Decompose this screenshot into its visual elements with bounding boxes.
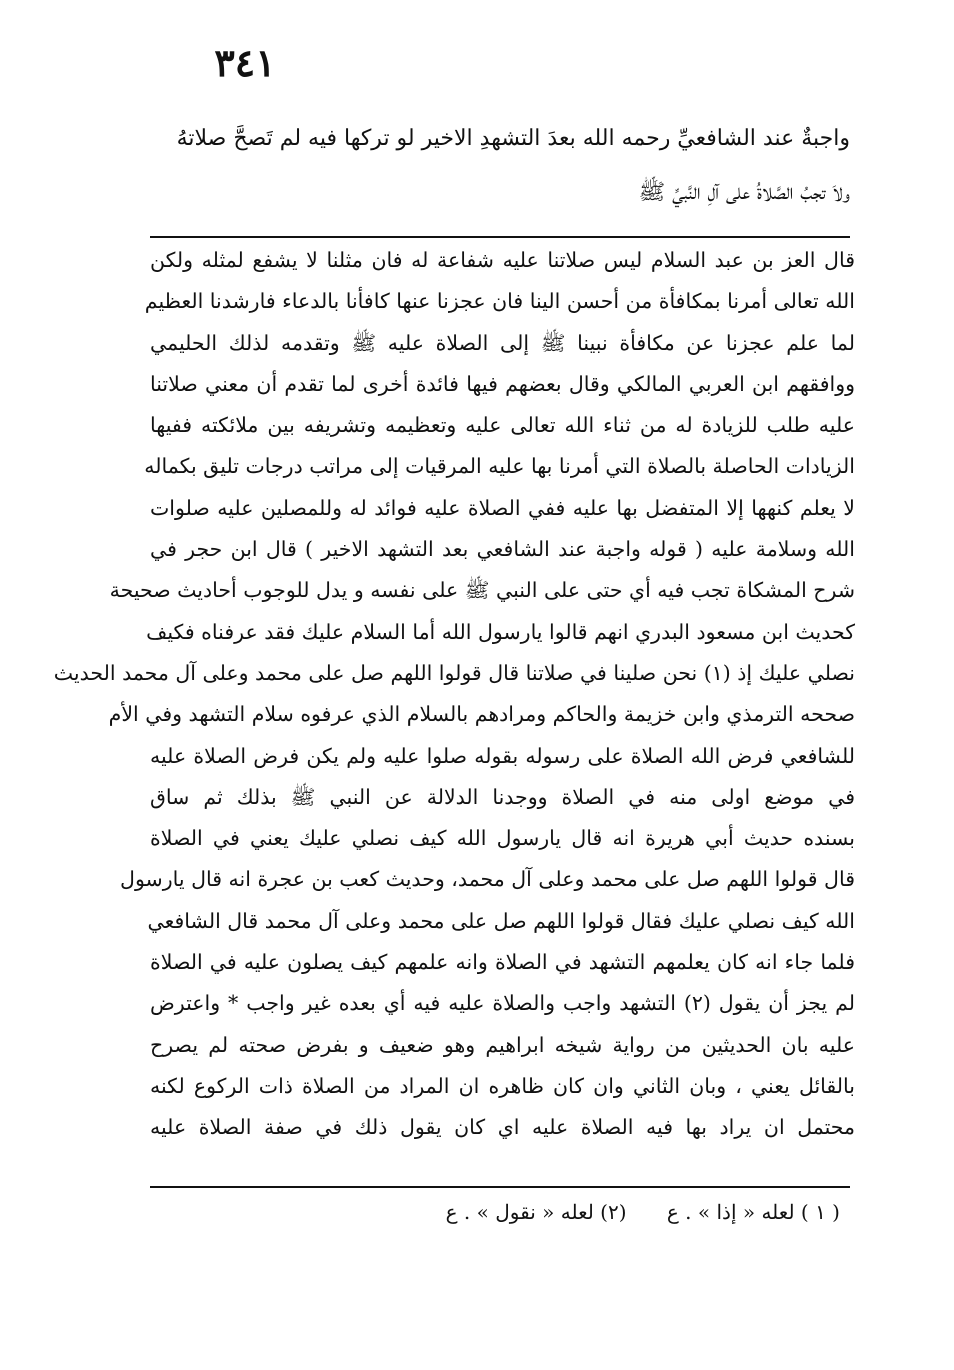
commentary-line: عليه بان الحديثين من رواية شيخه ابراهيم وهو ضعيف و بفرض صحته لم يصرح bbox=[150, 1032, 855, 1057]
commentary-line: لا يعلم كنهها إلا المتفضل بها عليه ففي الصلاة عليه فوائد له وللمصلين عليه صلوات bbox=[150, 495, 855, 520]
page-number: ٣٤١ bbox=[214, 40, 276, 85]
commentary-line: عليه طلب للزيادة له من ثناء الله تعالى عليه وتعظيمه وتشريفه بين ملائكته ففيها bbox=[150, 413, 855, 438]
commentary-line: بسنده حديث أبي هريرة انه قال يارسول الله كيف نصلي عليك يعني في الصلاة bbox=[150, 826, 855, 851]
commentary-text bbox=[53, 240, 855, 1149]
commentary-line: في موضع اولى منه في الصلاة ووجدنا الدلالة عن النبي ﷺ بذلك ثم ساق bbox=[150, 784, 855, 809]
commentary-line: نصلي عليك إذ (١) نحن صلينا في صلاتنا قال قولوا اللهم صل على محمد وعلى آل محمد الحديث bbox=[53, 660, 855, 685]
commentary-line: صححه الترمذي وابن خزيمة والحاكم ومرادهم بالسلام الذي عرفوه سلام التشهد وفي الأم bbox=[108, 702, 855, 727]
commentary-line: ووافقهم ابن العربي المالكي وقال بعضهم فيها فائدة أخرى لما تقدم أن معني صلاتنا bbox=[150, 371, 855, 396]
main-text-line: ولاَ تجبُ الصَّلاةُ على آلِ النَّبيِّ ﷺ bbox=[638, 180, 850, 205]
commentary-line: كحديث ابن مسعود البدري انهم قالوا يارسول الله أما السلام عليك فقد عرفناه فكيف bbox=[146, 619, 855, 644]
commentary-line: قال قولوا اللهم صل على محمد وعلى آل محمد، وحديث كعب بن عجرة انه قال يارسول bbox=[120, 867, 855, 892]
commentary-line: الله وسلامة عليه ( قوله واجبة عند الشافعي بعد التشهد الاخير ) قال ابن حجر في bbox=[150, 537, 855, 562]
footnote-separator bbox=[150, 1186, 850, 1188]
footnote-1: ( ١ ) لعله « إذا » . ع bbox=[666, 1200, 840, 1224]
main-text bbox=[150, 112, 850, 220]
commentary-line: قال العز بن عبد السلام ليس صلاتنا عليه شفاعة له فان مثلنا لا يشفع لمثله ولكن bbox=[150, 248, 855, 272]
commentary-line: لم يجز أن يقول (٢) التشهد واجب والصلاة عليه فيه أي بعده غير واجب * واعترض bbox=[150, 991, 855, 1016]
commentary-line: الله كيف نصلي عليك فقال قولوا اللهم صل على محمد وعلى آل محمد قال الشافعي bbox=[147, 908, 855, 933]
commentary-line: محتمل ان يراد بها فيه الصلاة عليه اي كان يقول ذلك في صفة الصلاة عليه bbox=[150, 1115, 855, 1140]
commentary-line: الله تعالى أمرنا بمكافأة من أحسن الينا فان عجزنا عنها كافأنا بالدعاء فارشدنا العظيم bbox=[144, 289, 855, 314]
commentary-line: شرح المشكاة تجب فيه أي حتى على النبي ﷺ على نفسه و يدل للوجوب أحاديث صحيحة bbox=[109, 578, 855, 603]
commentary-line: للشافعي فرض الله الصلاة على رسوله بقوله صلوا عليه ولم يكن فرض الصلاة عليه bbox=[150, 743, 855, 768]
footnote-2: (٢) لعله « نقول » . ع bbox=[445, 1200, 627, 1224]
footnotes bbox=[150, 1194, 840, 1230]
commentary-line: بالقائل يعني ، وبان الثاني وان كان ظاهره ان المراد من الصلاة ذات الركوع لكنه bbox=[150, 1073, 855, 1098]
commentary-line: الزيادات الحاصلة بالصلاة التي أمرنا بها عليه المرقيات إلى مراتب درجات تليق بكماله bbox=[144, 454, 855, 479]
commentary-line: لما علم عجزنا عن مكافأة نبينا ﷺ إلى الصلاة عليه ﷺ وتقدمه لذلك الحليمي bbox=[150, 330, 855, 355]
main-text-line: واجبةٌ عند الشافعيِّ رحمه الله بعدَ التشهدِ الاخير لو تركها فيه لم تَصحَّ صلاتهُ bbox=[176, 126, 850, 151]
separator-line bbox=[150, 236, 850, 238]
commentary-line: فلما جاء انه كان يعلمهم التشهد في الصلاة وانه علمهم كيف يصلون عليه في الصلاة bbox=[150, 950, 855, 975]
